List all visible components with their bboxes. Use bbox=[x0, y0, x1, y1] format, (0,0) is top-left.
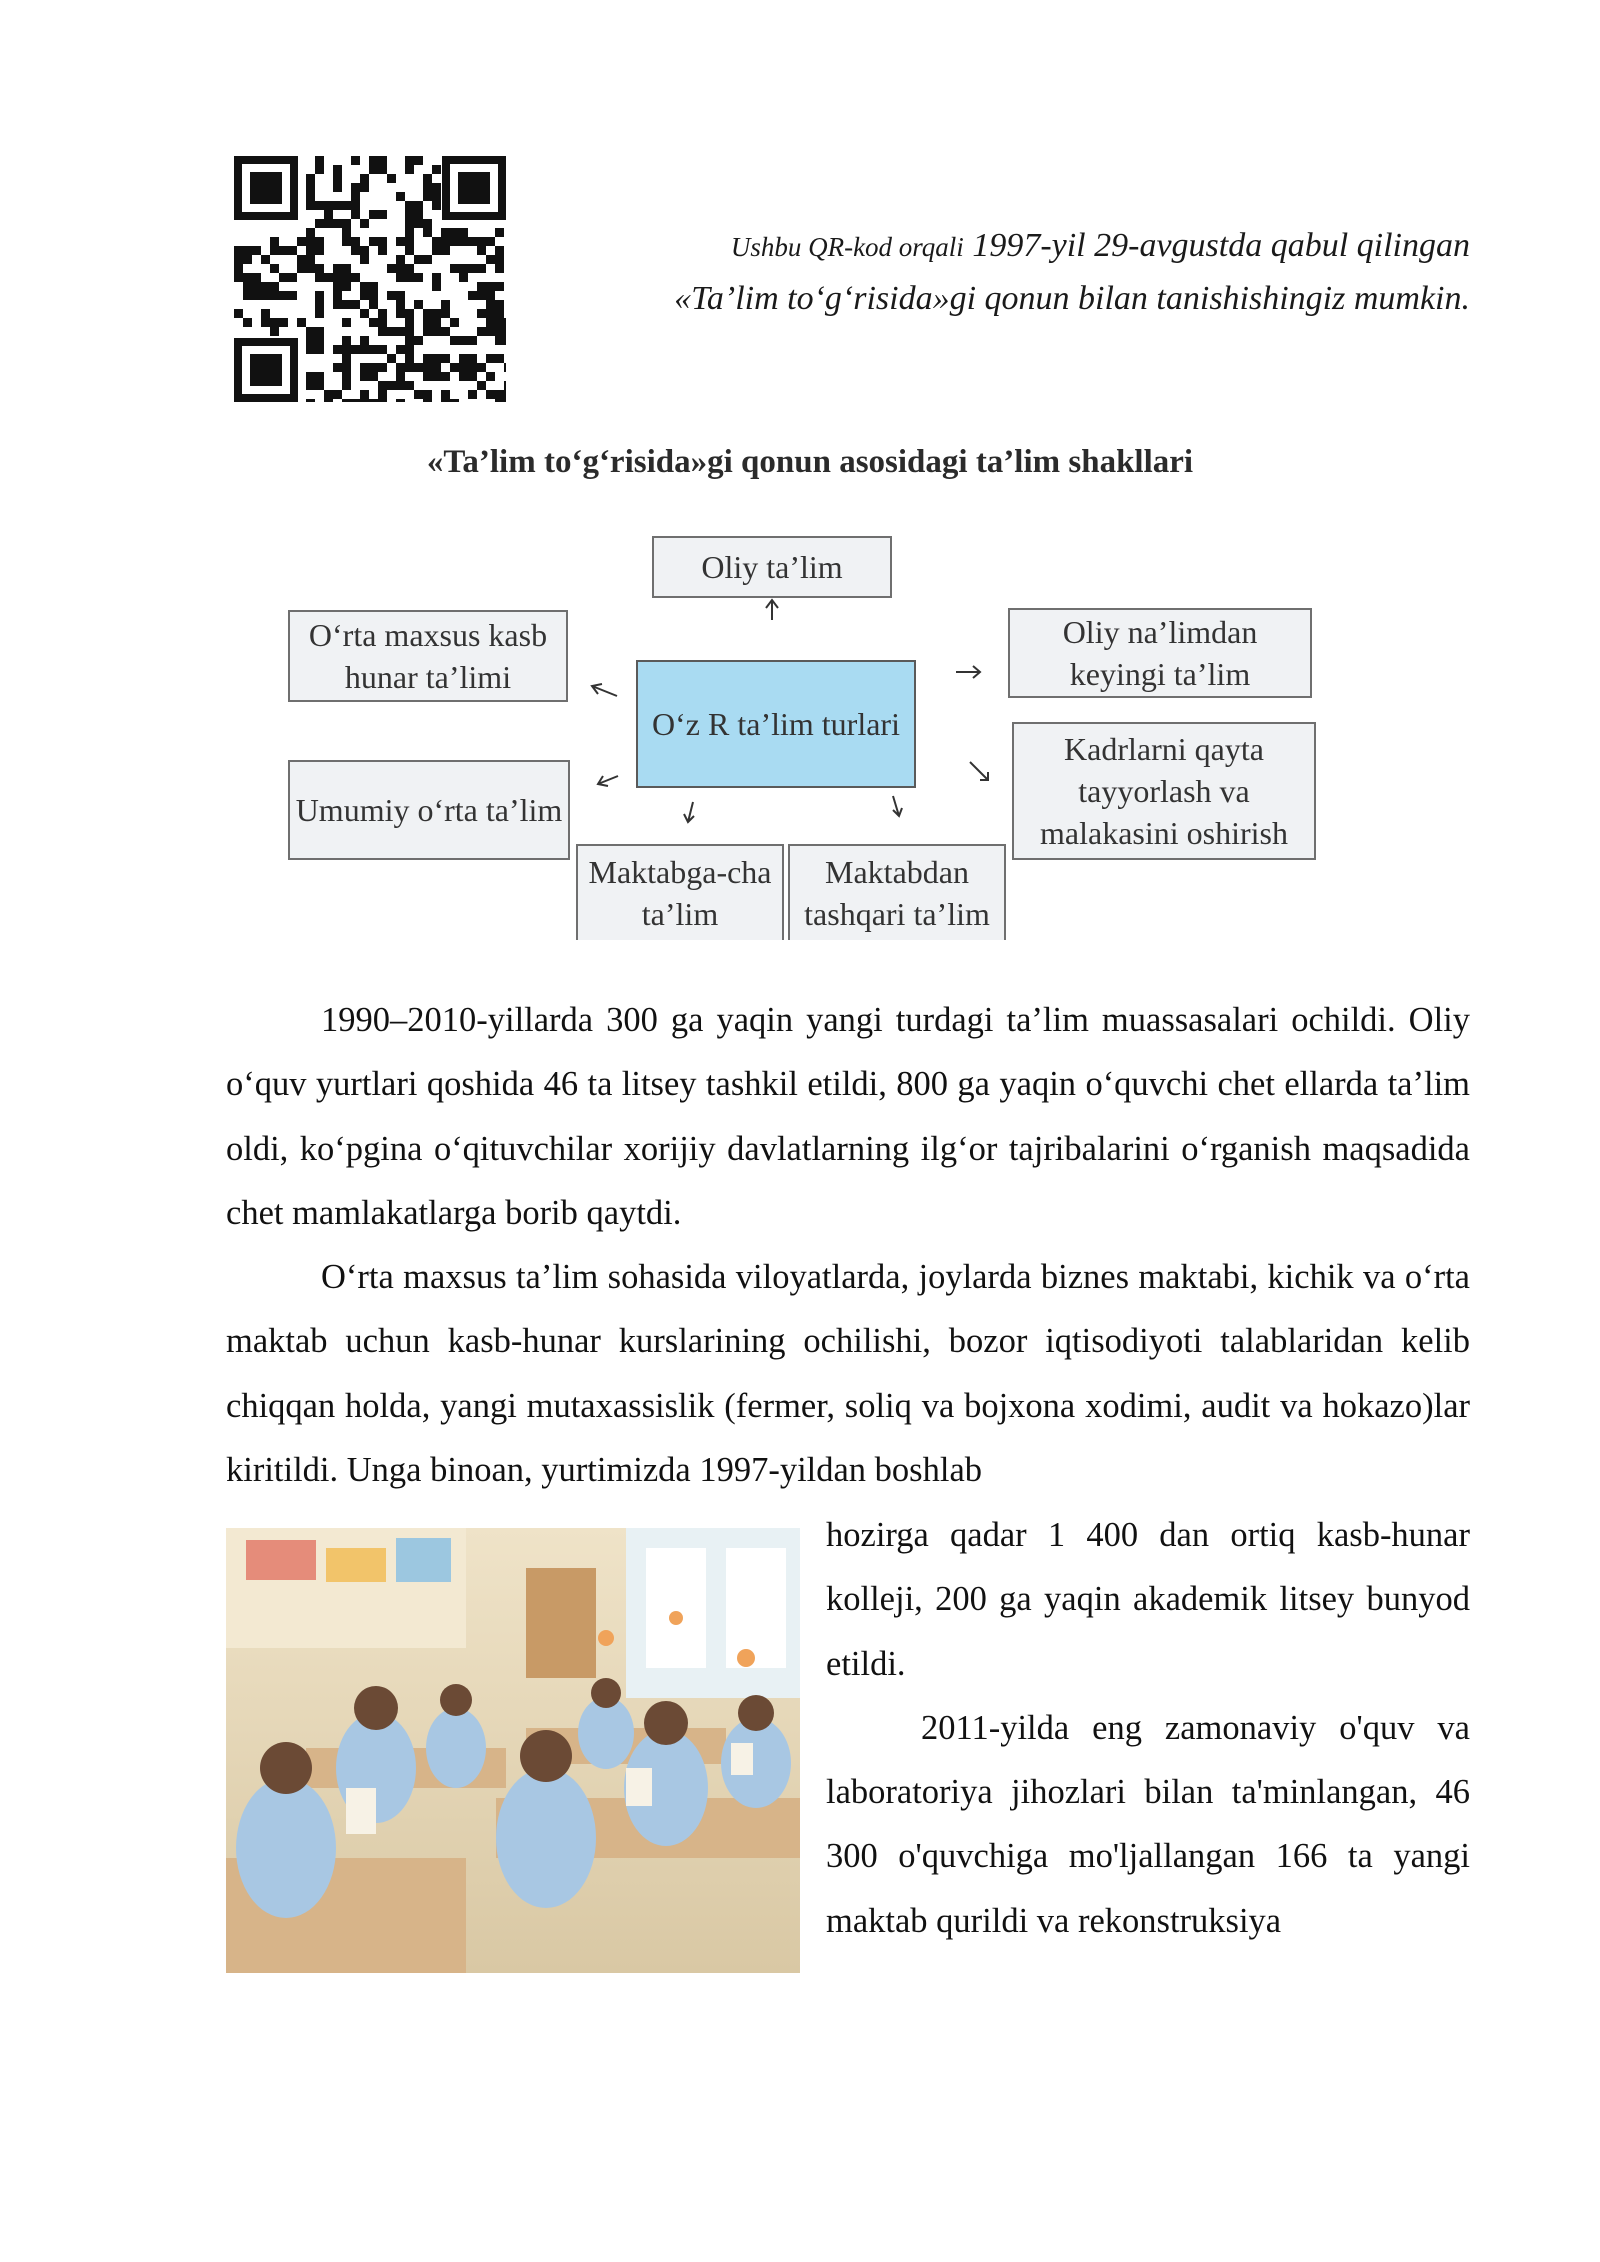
arrow-down-left bbox=[684, 802, 694, 822]
arrow-up bbox=[766, 600, 778, 620]
box-oliy-keyingi: Oliy na’limdan keyingi ta’lim bbox=[1008, 608, 1312, 698]
box-orta-maxsus: O‘rta maxsus kasb hunar ta’limi bbox=[288, 610, 568, 702]
text-block-side bbox=[826, 1503, 1470, 1953]
box-maktabgacha: Maktabga-cha ta’lim bbox=[576, 844, 784, 940]
qr-caption-part1: Ushbu QR-kod orqali bbox=[730, 232, 964, 262]
diagram-title: «Ta’lim to‘g‘risida»gi qonun asosidagi ta’lim shakllari bbox=[426, 444, 1194, 480]
arrow-right-upper bbox=[956, 666, 980, 678]
arrow-right-lower bbox=[970, 762, 988, 780]
qr-code bbox=[234, 156, 506, 402]
qr-caption-line2: «Ta’lim to‘g‘risida»gi qonun bilan tanishishingiz mumkin. bbox=[674, 280, 1470, 317]
qr-caption bbox=[520, 220, 1470, 325]
paragraph-2-continued: hozirga qadar 1 400 dan ortiq kasb-hunar kolleji, 200 ga yaqin akademik litsey bunyod etildi. bbox=[826, 1516, 1470, 1683]
box-maktabdan-tashqari: Maktabdan tashqari ta’lim bbox=[788, 844, 1006, 940]
box-kadrlar: Kadrlarni qayta tayyorlash va malakasini oshirish bbox=[1012, 722, 1316, 860]
box-oliy-talim: Oliy ta’lim bbox=[652, 536, 892, 598]
text-block-main bbox=[226, 988, 1470, 1502]
box-center-talim-turlari: O‘z R ta’lim turlari bbox=[636, 660, 916, 788]
paragraph-2: O‘rta maxsus ta’lim sohasida viloyatlarda, joylarda biznes maktabi, kichik va o‘rta maktab uchun kasb-hunar kurslarining ochilishi, bozor iqtisodiyoti talablaridan kelib chiqqan holda, yangi mutaxassislik (fermer, soliq va bojxona xodimi, audit va hokazo)lar kiritildi. Unga binoan, yurtimizda 1997-yildan boshlab bbox=[226, 1258, 1470, 1490]
arrow-left-lower bbox=[598, 776, 618, 786]
education-types-diagram bbox=[280, 440, 1340, 940]
paragraph-1: 1990–2010-yillarda 300 ga yaqin yangi turdagi ta’lim muassasalari ochildi. Oliy o‘quv yurtlari qoshida 46 ta litsey tashkil etildi, 800 ga yaqin o‘quvchi chet ellarda ta’lim oldi, ko‘pgina o‘qituvchilar xorijiy davlatlarning ilg‘or tajribalarini o‘rganish maqsadida chet mamlakatlarga borib qaytdi. bbox=[226, 1001, 1470, 1232]
box-umumiy-orta: Umumiy o‘rta ta’lim bbox=[288, 760, 570, 860]
paragraph-3: 2011-yilda eng zamonaviy o'quv va laboratoriya jihozlari bilan ta'minlangan, 46 300 o'quvchiga mo'ljallangan 166 ta yangi maktab qurildi va rekonstruksiya bbox=[826, 1708, 1470, 1940]
qr-caption-part2: 1997-yil 29-avgustda qabul qilingan bbox=[972, 227, 1470, 264]
arrow-down-right bbox=[893, 796, 902, 816]
arrow-left-upper bbox=[592, 684, 617, 696]
classroom-photo bbox=[226, 1528, 800, 1973]
